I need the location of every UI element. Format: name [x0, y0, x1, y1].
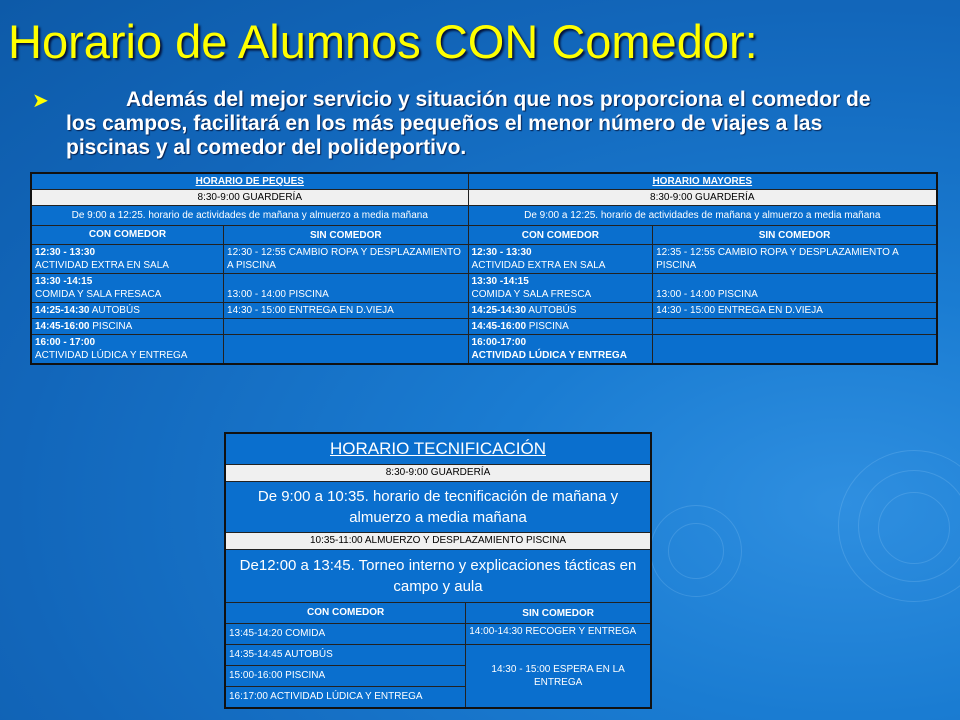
- mayores-con-cell: 14:45-16:00 PISCINA: [468, 319, 653, 335]
- table-row: [225, 645, 651, 666]
- mayores-con-cell: 12:30 - 13:30 ACTIVIDAD EXTRA EN SALA: [468, 245, 653, 274]
- arrow-bullet-icon: ➤: [32, 90, 49, 112]
- schedule-table: [30, 172, 938, 365]
- peques-sin-cell: 14:30 - 15:00 ENTREGA EN D.VIEJA: [224, 303, 469, 319]
- tecnificacion-header: HORARIO TECNIFICACIÓN: [225, 433, 651, 465]
- intro-text: Además del mejor servicio y situación que nos proporciona el comedor de los campos, facilitará en los más pequeños el menor número de viajes a las piscinas y al comedor del polideportivo.: [66, 88, 871, 159]
- tec-almuerzo: 10:35-11:00 ALMUERZO Y DESPLAZAMIENTO PISCINA: [225, 533, 651, 550]
- peques-sin-cell: [224, 335, 469, 365]
- mayores-morning: De 9:00 a 12:25. horario de actividades de mañana y almuerzo a media mañana: [468, 206, 937, 226]
- mayores-con-cell: 16:00-17:00 ACTIVIDAD LÚDICA Y ENTREGA: [468, 335, 653, 365]
- mayores-guarderia: 8:30-9:00 GUARDERÍA: [468, 190, 937, 206]
- page-title: Horario de Alumnos CON Comedor:: [8, 15, 758, 68]
- tec-con-label: CON COMEDOR: [225, 603, 466, 624]
- tec-con-cell: 13:45-14:20 COMIDA: [225, 624, 466, 645]
- mayores-con-cell: 14:25-14:30 AUTOBÚS: [468, 303, 653, 319]
- peques-morning: De 9:00 a 12:25. horario de actividades de mañana y almuerzo a media mañana: [31, 206, 468, 226]
- mayores-sin-cell: 14:30 - 15:00 ENTREGA EN D.VIEJA: [653, 303, 937, 319]
- peques-sin-label: SIN COMEDOR: [224, 226, 469, 245]
- peques-sin-cell: 13:00 - 14:00 PISCINA: [224, 274, 469, 303]
- peques-con-cell: 14:25-14:30 AUTOBÚS: [31, 303, 224, 319]
- mayores-sin-label: SIN COMEDOR: [653, 226, 937, 245]
- peques-con-label: CON COMEDOR: [31, 226, 224, 245]
- table-row: [31, 303, 937, 319]
- mayores-header: HORARIO MAYORES: [468, 173, 937, 190]
- tec-sin-label: SIN COMEDOR: [466, 603, 651, 624]
- peques-con-cell: 16:00 - 17:00 ACTIVIDAD LÚDICA Y ENTREGA: [31, 335, 224, 365]
- peques-con-cell: 13:30 -14:15 COMIDA Y SALA FRESACA: [31, 274, 224, 303]
- table-row: [31, 274, 937, 303]
- peques-sin-cell: [224, 319, 469, 335]
- mayores-con-cell: 13:30 -14:15 COMIDA Y SALA FRESCA: [468, 274, 653, 303]
- table-row: [31, 319, 937, 335]
- tec-sin-cell: 14:00-14:30 RECOGER Y ENTREGA: [466, 624, 651, 645]
- mayores-sin-cell: 12:35 - 12:55 CAMBIO ROPA Y DESPLAZAMIENTO A PISCINA: [653, 245, 937, 274]
- mayores-sin-cell: [653, 319, 937, 335]
- mayores-con-label: CON COMEDOR: [468, 226, 653, 245]
- table-row: [31, 335, 937, 365]
- intro-bullet: [32, 88, 892, 160]
- peques-header: HORARIO DE PEQUES: [31, 173, 468, 190]
- table-row: [31, 245, 937, 274]
- tec-guarderia: 8:30-9:00 GUARDERÍA: [225, 465, 651, 482]
- tecnificacion-table: [224, 432, 652, 709]
- mayores-sin-cell: 13:00 - 14:00 PISCINA: [653, 274, 937, 303]
- mayores-sin-cell: [653, 335, 937, 365]
- tec-con-cell: 14:35-14:45 AUTOBÚS: [225, 645, 466, 666]
- tec-con-cell: 16:17:00 ACTIVIDAD LÚDICA Y ENTREGA: [225, 687, 466, 709]
- peques-guarderia: 8:30-9:00 GUARDERÍA: [31, 190, 468, 206]
- tec-morning: De 9:00 a 10:35. horario de tecnificación de mañana y almuerzo a media mañana: [225, 482, 651, 533]
- peques-con-cell: 12:30 - 13:30 ACTIVIDAD EXTRA EN SALA: [31, 245, 224, 274]
- tec-con-cell: 15:00-16:00 PISCINA: [225, 666, 466, 687]
- peques-sin-cell: 12:30 - 12:55 CAMBIO ROPA Y DESPLAZAMIENTO A PISCINA: [224, 245, 469, 274]
- tec-torneo: De12:00 a 13:45. Torneo interno y explicaciones tácticas en campo y aula: [225, 550, 651, 603]
- peques-con-cell: 14:45-16:00 PISCINA: [31, 319, 224, 335]
- tec-sin-merged: 14:30 - 15:00 ESPERA EN LA ENTREGA: [466, 645, 651, 709]
- table-row: [225, 624, 651, 645]
